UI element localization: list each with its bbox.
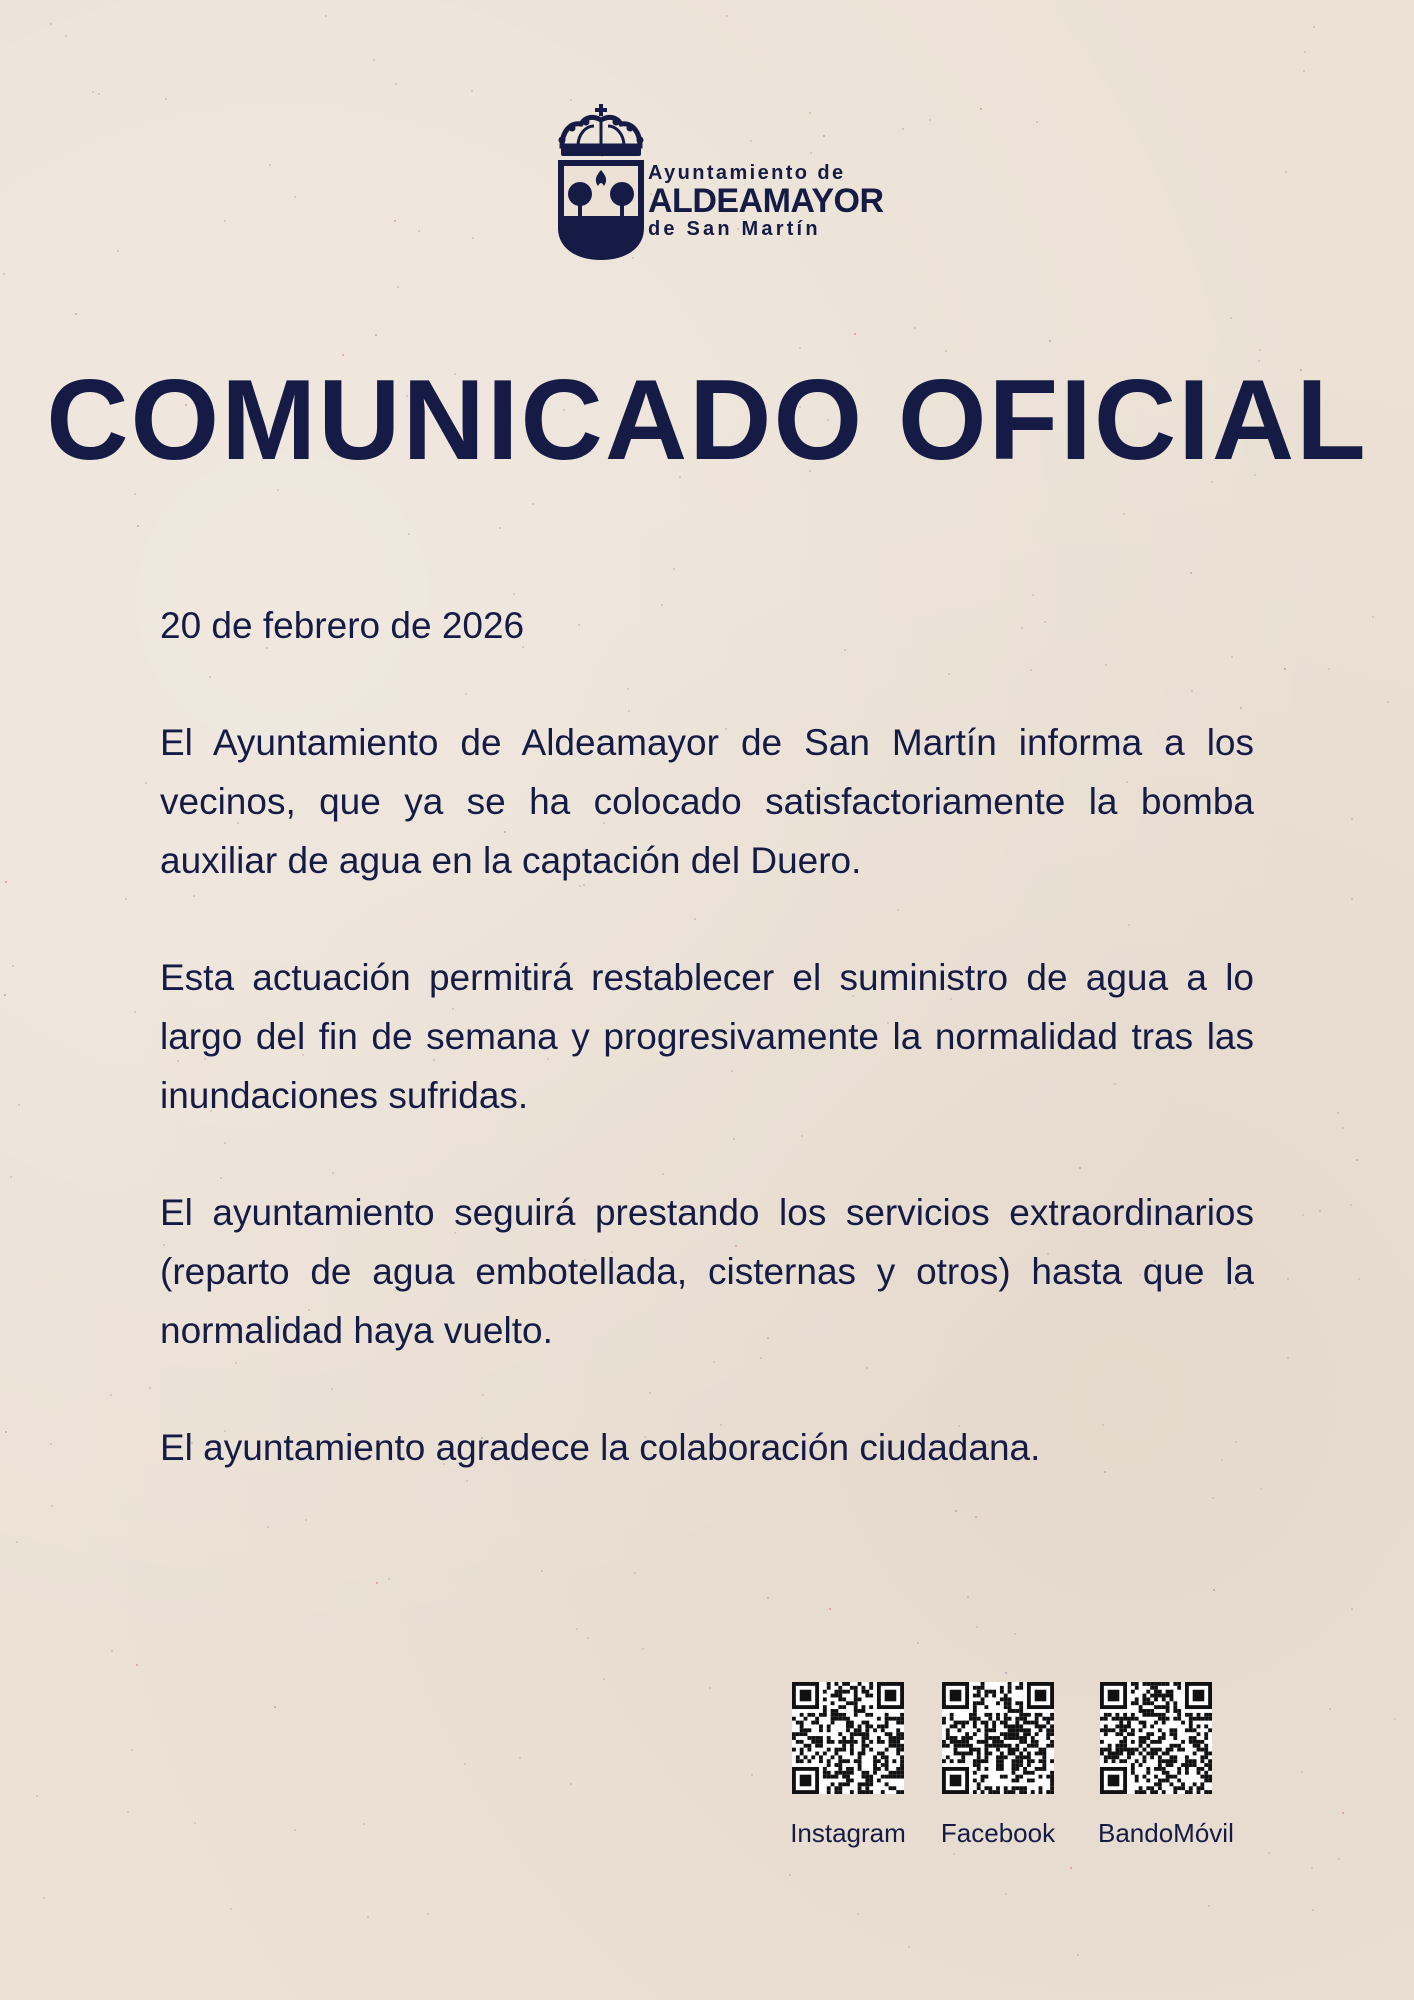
qr-label-bandomovil: BandoMóvil (1098, 1818, 1234, 1848)
logo-text (648, 162, 884, 240)
paper-speck (751, 1774, 753, 1776)
paper-speck (917, 1642, 919, 1644)
paper-speck (125, 898, 127, 900)
paper-speck (499, 527, 501, 529)
paper-speck (464, 1763, 466, 1765)
paper-speck (1342, 1127, 1344, 1129)
paper-speck (1284, 668, 1286, 670)
paper-speck (134, 1011, 136, 1013)
paper-speck (224, 220, 226, 222)
paper-speck (799, 347, 801, 349)
paper-speck (325, 15, 327, 17)
paper-speck (576, 1628, 578, 1630)
paper-speck (1014, 1633, 1016, 1635)
paper-speck (541, 1570, 543, 1572)
paper-speck (726, 15, 728, 17)
qr-label-facebook: Facebook (940, 1818, 1056, 1848)
paper-speck (603, 1678, 605, 1680)
paper-speck (51, 1505, 53, 1507)
paper-speck (789, 1874, 791, 1876)
paper-speck (1394, 1718, 1396, 1720)
paper-speck (43, 1897, 45, 1899)
paper-speck (1213, 1589, 1215, 1591)
paper-speck (902, 128, 904, 130)
paper-speck (111, 1650, 113, 1652)
paper-speck (367, 1916, 369, 1918)
qr-bandomovil[interactable] (1098, 1682, 1234, 1849)
paper-speck (471, 90, 473, 92)
paper-speck (50, 23, 52, 25)
paper-speck (194, 1822, 196, 1824)
paper-speck (274, 1706, 276, 1708)
paper-speck (363, 1823, 365, 1825)
paper-speck (1301, 1771, 1303, 1773)
paper-speck (570, 99, 572, 101)
paper-speck (36, 1795, 38, 1797)
coat-of-arms-icon (556, 102, 646, 262)
paper-speck (532, 503, 534, 505)
qr-code-icon (792, 1682, 904, 1794)
paper-speck (673, 568, 675, 570)
paper-speck (1356, 1159, 1358, 1161)
paper-speck (1230, 317, 1232, 319)
paper-speck (1302, 1214, 1304, 1216)
paper-speck (1351, 818, 1353, 820)
paper-speck (1351, 898, 1353, 900)
paper-speck (5, 1431, 7, 1433)
paper-speck (1287, 1357, 1289, 1359)
paper-speck (4, 994, 6, 996)
paper-speck (829, 1608, 831, 1610)
paper-speck (1287, 1278, 1289, 1280)
paper-speck (1190, 572, 1192, 574)
paper-speck (110, 1394, 112, 1396)
paper-speck (131, 1749, 133, 1751)
paper-speck (98, 93, 100, 95)
paper-speck (929, 119, 931, 121)
paper-speck (397, 286, 399, 288)
qr-code-icon (1100, 1682, 1212, 1794)
paper-speck (269, 164, 271, 166)
paper-speck (388, 1578, 390, 1580)
paper-speck (857, 1913, 859, 1915)
paper-speck (137, 525, 139, 527)
paper-speck (1285, 171, 1287, 173)
paper-speck (1342, 1812, 1344, 1814)
paper-speck (136, 1664, 138, 1666)
paper-speck (1208, 1905, 1210, 1907)
paper-speck (117, 250, 119, 252)
paper-speck (854, 333, 856, 335)
paper-speck (967, 1596, 969, 1598)
qr-label-instagram: Instagram (790, 1818, 906, 1848)
paper-speck (1313, 26, 1315, 28)
paper-speck (908, 1946, 910, 1948)
paper-speck (1070, 1867, 1072, 1869)
logo-line-1: Ayuntamiento de (648, 162, 846, 184)
paper-speck (1350, 1204, 1352, 1206)
paper-speck (472, 237, 474, 239)
paper-speck (1303, 70, 1305, 72)
paper-speck (570, 1783, 572, 1785)
page-title: COMUNICADO OFICIAL (46, 357, 1368, 484)
paper-speck (1387, 701, 1389, 703)
paper-speck (65, 35, 67, 37)
paper-speck (767, 1597, 769, 1599)
paper-speck (427, 1913, 429, 1915)
paragraph-1: El Ayuntamiento de Aldeamayor de San Martín informa a los vecinos, que ya se ha colocado satisfactoriamente la bomba auxiliar de agua en la captación del Duero. (160, 722, 1254, 881)
paper-speck (230, 1908, 232, 1910)
paper-speck (394, 220, 396, 222)
paper-speck (1259, 349, 1261, 351)
logo-line-3: de San Martín (648, 218, 821, 240)
paper-speck (1123, 513, 1125, 515)
paper-speck (375, 334, 377, 336)
paper-speck (1358, 1278, 1360, 1280)
paper-speck (277, 489, 279, 491)
paper-speck (395, 83, 397, 85)
notice-body (160, 596, 1254, 1535)
paper-speck (145, 782, 147, 784)
municipal-logo (556, 102, 884, 262)
paper-speck (5, 881, 7, 883)
paper-speck (1319, 1210, 1321, 1212)
paper-speck (92, 91, 94, 93)
paper-speck (1005, 1672, 1007, 1674)
paper-speck (642, 1648, 644, 1650)
paper-speck (165, 98, 167, 100)
qr-code-icon (942, 1682, 1054, 1794)
paper-speck (16, 1541, 18, 1543)
paper-speck (3, 273, 5, 275)
paper-speck (376, 1582, 378, 1584)
paper-speck (976, 1626, 978, 1628)
paper-speck (373, 59, 375, 61)
paper-speck (709, 1687, 711, 1689)
paper-speck (1260, 1488, 1262, 1490)
paper-speck (1337, 1112, 1339, 1114)
paragraph-4: El ayuntamiento agradece la colaboración ciudadana. (160, 1427, 1041, 1468)
paper-speck (1312, 1909, 1314, 1911)
paper-speck (75, 313, 77, 315)
paper-speck (127, 1811, 129, 1813)
paper-speck (1304, 51, 1306, 53)
paper-speck (18, 1104, 20, 1106)
paper-speck (980, 108, 982, 110)
paper-speck (1351, 1608, 1353, 1610)
paper-speck (914, 327, 916, 329)
paper-speck (1311, 1867, 1313, 1869)
notice-date: 20 de febrero de 2026 (160, 605, 525, 646)
qr-facebook[interactable] (940, 1682, 1056, 1849)
paper-speck (1268, 1852, 1270, 1854)
paper-speck (1049, 340, 1051, 342)
paper-speck (294, 196, 296, 198)
paragraph-2: Esta actuación permitirá restablecer el suministro de agua a lo largo del fin de semana y progresivamente la normalidad tras las inundaciones sufridas. (160, 957, 1254, 1116)
paper-speck (134, 493, 136, 495)
paper-speck (408, 533, 410, 535)
paper-speck (1077, 1954, 1079, 1956)
paper-speck (1328, 668, 1330, 670)
paper-speck (519, 1757, 521, 1759)
qr-codes (790, 1682, 1250, 1862)
paper-speck (513, 593, 515, 595)
paper-speck (418, 230, 420, 232)
paper-speck (1372, 616, 1374, 618)
paper-speck (149, 1387, 151, 1389)
paragraph-3: El ayuntamiento seguirá prestando los servicios extraordinarios (reparto de agua embotellada, cisternas y otros) hasta que la normalidad haya vuelto. (160, 1192, 1254, 1351)
logo-line-2: ALDEAMAYOR (648, 182, 884, 220)
paper-speck (945, 350, 947, 352)
paper-speck (1338, 1858, 1340, 1860)
paper-speck (587, 1637, 589, 1639)
paper-speck (294, 1829, 296, 1831)
paper-speck (1329, 1708, 1331, 1710)
qr-instagram[interactable] (790, 1682, 906, 1849)
paper-speck (634, 1572, 636, 1574)
paper-speck (1005, 1893, 1007, 1895)
paper-speck (12, 965, 14, 967)
paper-speck (1036, 121, 1038, 123)
paper-speck (10, 1176, 12, 1178)
paper-speck (50, 1443, 52, 1445)
